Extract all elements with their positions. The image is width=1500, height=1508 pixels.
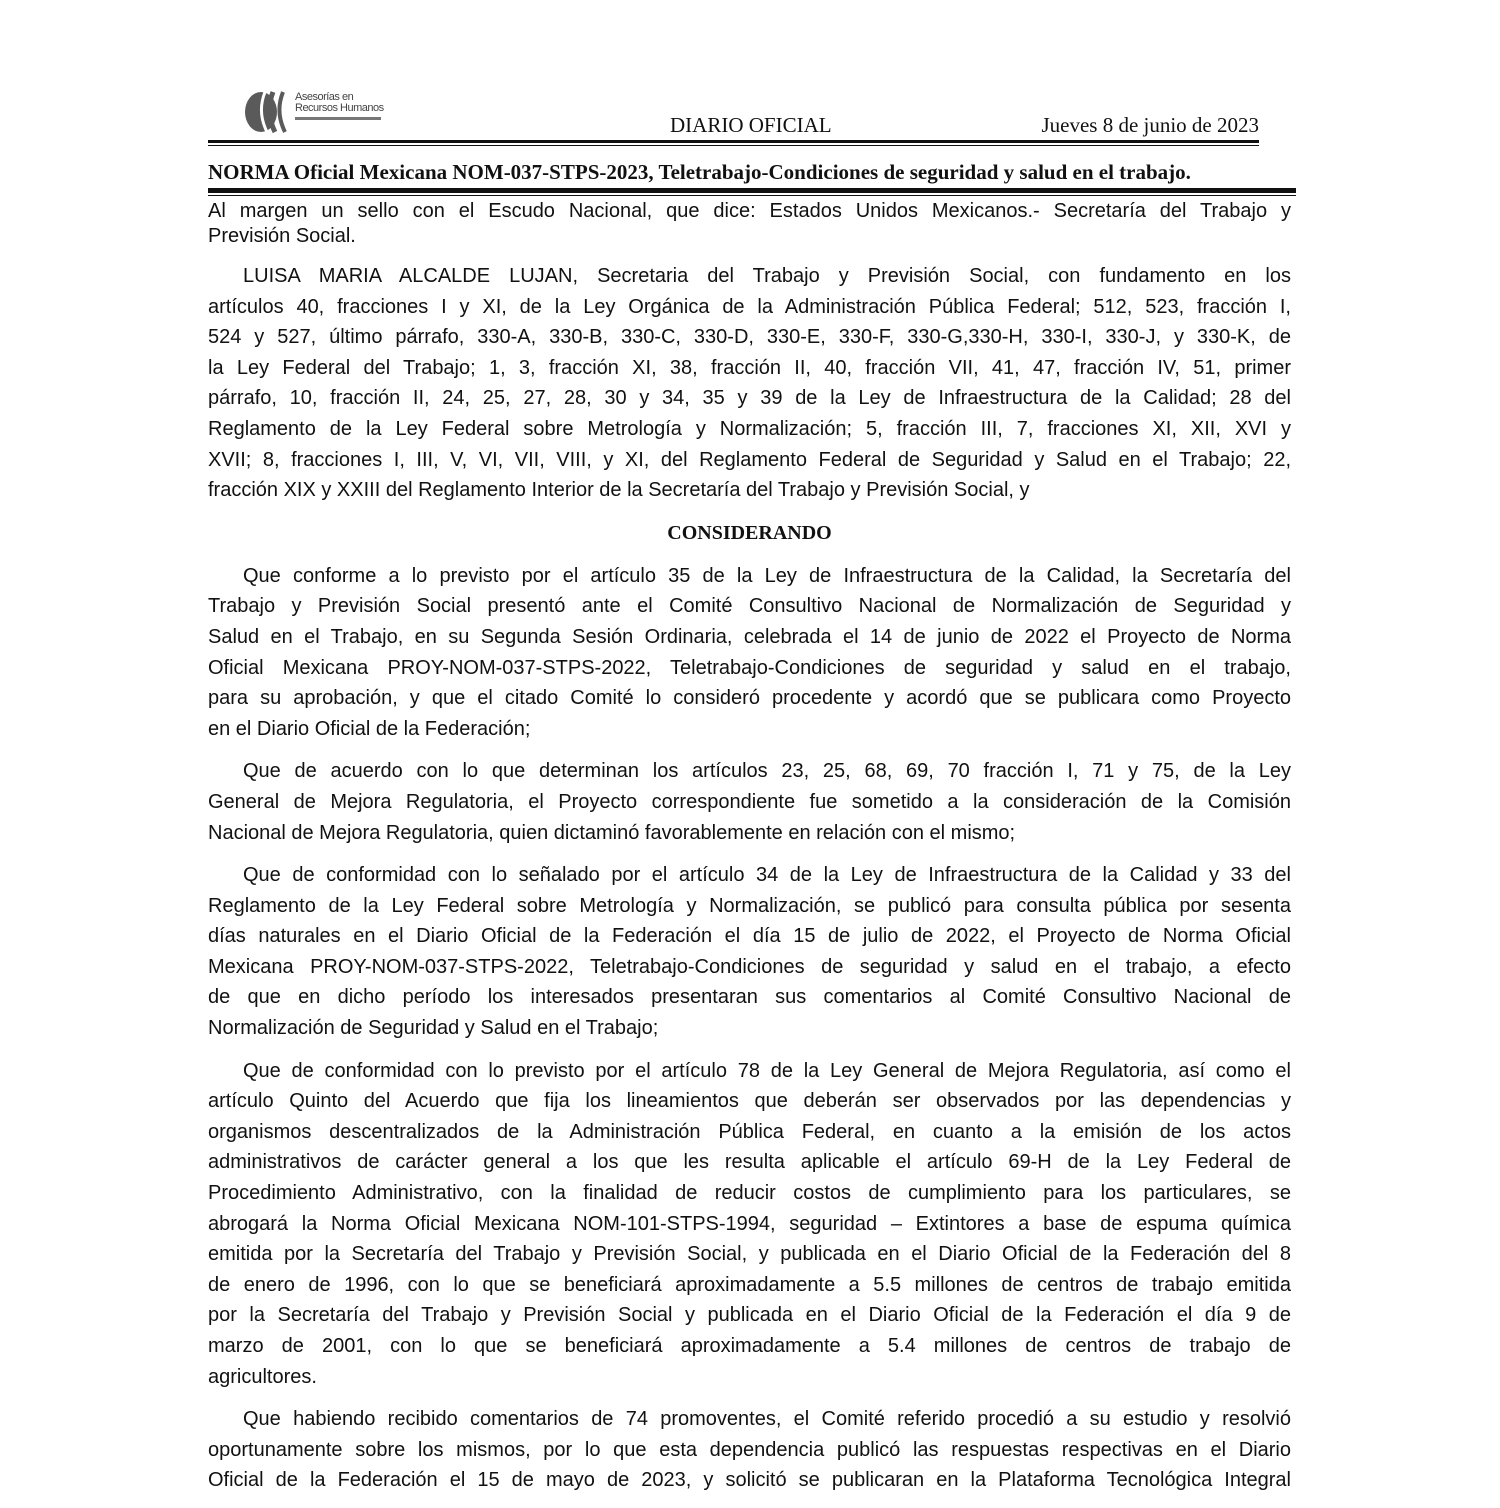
text-line: de que en dicho período los interesados presentaran sus comentarios al Comité Consultivo Nacional de: [208, 986, 1291, 1009]
text-line: de enero de 1996, con lo que se beneficiará aproximadamente a 5.5 millones de centros de trabajo emitida: [208, 1273, 1291, 1296]
intro-section: [208, 199, 1291, 506]
text-line: Procedimiento Administrativo, con la finalidad de reducir costos de cumplimiento para los particulares, se: [208, 1182, 1291, 1205]
section-heading: CONSIDERANDO: [667, 521, 832, 544]
text-line: Trabajo y Previsión Social presentó ante el Comité Consultivo Nacional de Normalización de Seguridad y: [208, 595, 1291, 618]
text-line: 524 y 527, último párrafo, 330-A, 330-B, 330-C, 330-D, 330-E, 330-F, 330-G,330-H, 330-I, 330-J, y 330-K, de: [208, 326, 1291, 349]
publication-name: DIARIO OFICIAL: [670, 113, 832, 137]
text-line: Previsión Social.: [208, 225, 356, 247]
text-line: Que de conformidad con lo previsto por el artículo 78 de la Ley General de Mejora Regulatoria, así como el: [243, 1059, 1291, 1082]
text-line: Oficial de la Federación el 15 de mayo de 2023, y solicitó se publicaran en la Plataforma Tecnológica Integral: [208, 1469, 1291, 1492]
text-line: artículo Quinto del Acuerdo que fija los lineamientos que deberán ser observados por las dependencias y: [208, 1090, 1291, 1113]
paragraph: [208, 261, 1291, 506]
text-line: la Ley Federal del Trabajo; 1, 3, fracción XI, 38, fracción II, 40, fracción VII, 41, 47, fracción IV, 51, primer: [208, 356, 1291, 379]
text-line: General de Mejora Regulatoria, el Proyecto correspondiente fue sometido a la consideración de la Comisión: [208, 790, 1291, 813]
text-line: abrogará la Norma Oficial Mexicana NOM-101-STPS-1994, seguridad – Extintores a base de espuma química: [208, 1212, 1291, 1235]
text-line: para su aprobación, y que el citado Comité lo consideró procedente y acordó que se publicara como Proyecto: [208, 687, 1291, 710]
text-line: Mexicana PROY-NOM-037-STPS-2022, Teletrabajo-Condiciones de seguridad y salud en el trabajo, a efecto: [208, 955, 1291, 978]
logo-text-line: Asesorías en: [295, 91, 354, 103]
text-line: Salud en el Trabajo, en su Segunda Sesión Ordinaria, celebrada el 14 de junio de 2022 el Proyecto de Norma: [208, 625, 1291, 648]
text-line: organismos descentralizados de la Administración Pública Federal, en cuanto a la emisión de los actos: [208, 1120, 1291, 1143]
text-line: Nacional de Mejora Regulatoria, quien dictaminó favorablemente en relación con el mismo;: [208, 821, 1016, 844]
text-line: fracción XIX y XXIII del Reglamento Interior de la Secretaría del Trabajo y Previsión Social, y: [208, 479, 1030, 502]
text-line: días naturales en el Diario Oficial de la Federación el día 15 de julio de 2022, el Proyecto de Norma Oficial: [208, 925, 1291, 948]
text-line: en el Diario Oficial de la Federación;: [208, 717, 531, 740]
text-line: administrativos de carácter general a los que les resulta aplicable el artículo 69-H de la Ley Federal de: [208, 1151, 1291, 1174]
logo: [243, 88, 393, 134]
text-line: Reglamento de la Ley Federal sobre Metrología y Normalización, se publicó para consulta pública por sesenta: [208, 894, 1291, 917]
logo-mark-icon: [243, 88, 293, 134]
text-line: por la Secretaría del Trabajo y Previsión Social y publicada en el Diario Oficial de la Federación el día 9 de: [208, 1304, 1291, 1327]
text-line: Reglamento de la Ley Federal sobre Metrología y Normalización; 5, fracción III, 7, fracciones XI, XII, XVI y: [208, 417, 1291, 440]
logo-url-mark: [295, 117, 381, 120]
text-line: Normalización de Seguridad y Salud en el Trabajo;: [208, 1017, 659, 1040]
paragraph: [208, 756, 1291, 848]
header-rule: [208, 145, 1259, 146]
text-line: Que de acuerdo con lo que determinan los artículos 23, 25, 68, 69, 70 fracción I, 71 y 75, de la Ley: [243, 760, 1291, 783]
paragraph: [208, 860, 1291, 1044]
text-line: emitida por la Secretaría del Trabajo y Previsión Social, y publicada en el Diario Oficial de la Federación del 8: [208, 1243, 1291, 1266]
logo-text-line: Recursos Humanos: [295, 102, 384, 114]
text-line: Al margen un sello con el Escudo Nacional, que dice: Estados Unidos Mexicanos.- Secretaría del Trabajo y: [208, 200, 1291, 222]
document-title: NORMA Oficial Mexicana NOM-037-STPS-2023, Teletrabajo-Condiciones de seguridad y salud en el trabajo.: [208, 160, 1191, 184]
text-line: Que conforme a lo previsto por el artículo 35 de la Ley de Infraestructura de la Calidad, la Secretaría del: [243, 564, 1291, 587]
text-line: Que habiendo recibido comentarios de 74 promoventes, el Comité referido procedió a su estudio y resolvió: [243, 1408, 1291, 1431]
paragraph: [208, 1404, 1291, 1496]
document-body: [208, 199, 1291, 1508]
text-line: párrafo, 10, fracción II, 24, 25, 27, 28, 30 y 34, 35 y 39 de la Ley de Infraestructura de la Calidad; 28 del: [208, 387, 1291, 410]
text-line: XVII; 8, fracciones I, III, V, VI, VII, VIII, y XI, del Reglamento Federal de Seguridad y Salud en el Trabajo; 22,: [208, 448, 1291, 471]
text-line: artículos 40, fracciones I y XI, de la Ley Orgánica de la Administración Pública Federal; 512, 523, fracción I,: [208, 295, 1291, 318]
text-line: Que de conformidad con lo señalado por el artículo 34 de la Ley de Infraestructura de la Calidad y 33 del: [243, 864, 1291, 887]
paragraph: [208, 561, 1291, 745]
text-line: LUISA MARIA ALCALDE LUJAN, Secretaria del Trabajo y Previsión Social, con fundamento en los: [243, 265, 1291, 287]
paragraph: [208, 199, 1291, 249]
title-rule: [208, 188, 1296, 193]
paragraph: [208, 1056, 1291, 1393]
text-line: Oficial Mexicana PROY-NOM-037-STPS-2022, Teletrabajo-Condiciones de seguridad y salud en el trabajo,: [208, 656, 1291, 679]
considerando-section: [208, 561, 1291, 1496]
text-line: marzo de 2001, con lo que se beneficiará aproximadamente a 5.4 millones de centros de trabajo de: [208, 1335, 1291, 1357]
header-rule: [208, 140, 1259, 143]
text-line: oportunamente sobre los mismos, por lo que esta dependencia publicó las respuestas respectivas en el Diario: [208, 1438, 1291, 1461]
text-line: agricultores.: [208, 1365, 317, 1388]
title-rule: [208, 195, 1296, 196]
publication-date: Jueves 8 de junio de 2023: [1041, 113, 1259, 137]
